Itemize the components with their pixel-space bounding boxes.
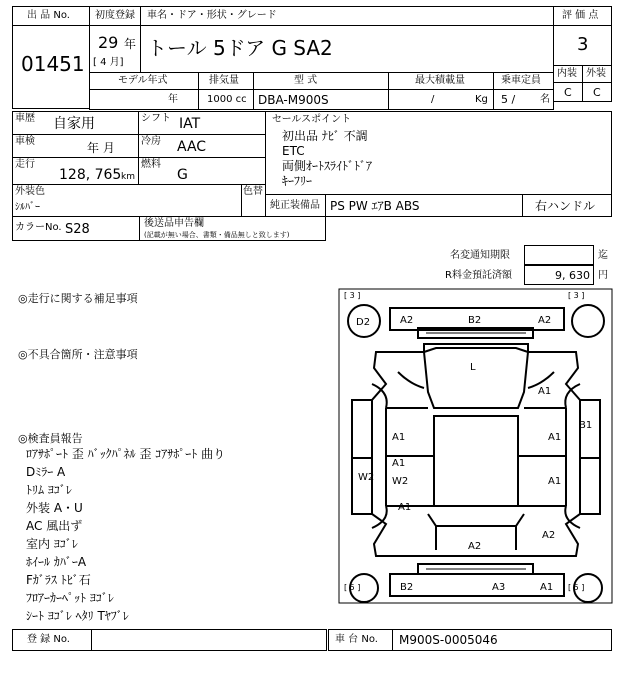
documents-label: 後送品申告欄 bbox=[144, 218, 204, 229]
sales-points-label: セールスポイント bbox=[272, 114, 352, 125]
mark-d2-mirror: D2 bbox=[356, 317, 371, 328]
lot-label-cell bbox=[12, 6, 90, 26]
color-change-label: 色替 bbox=[243, 186, 263, 197]
mark-a1-right-fender: A1 bbox=[538, 386, 552, 397]
capacity-value: 5 / bbox=[501, 93, 516, 106]
mark-a2-back-door: A2 bbox=[468, 541, 482, 552]
sales-point-4: ｷｰﾌﾘｰ bbox=[282, 174, 313, 188]
recycle-field bbox=[524, 265, 594, 285]
inspector-line-6: 室内 ﾖｺﾞﾚ bbox=[26, 537, 78, 551]
lot-number: 01451 bbox=[21, 52, 85, 76]
genuine-equip-label: 純正装備品 bbox=[270, 200, 320, 211]
score-label-cell bbox=[553, 6, 612, 26]
max-load-label: 最大積載量 bbox=[415, 75, 465, 86]
mark-w2-left-door: W2 bbox=[392, 476, 409, 487]
inspector-line-7: ﾎｲｰﾙ ｶﾊﾞｰA bbox=[26, 555, 87, 569]
steering-value: 右ハンドル bbox=[535, 199, 596, 213]
inspector-line-3: ﾄﾘﾑ ﾖｺﾞﾚ bbox=[26, 483, 72, 497]
first-reg-cell bbox=[89, 25, 141, 73]
reg-no-label-cell bbox=[12, 629, 92, 651]
max-load-label-cell bbox=[388, 72, 494, 90]
recycle-label: R料金預託済額 bbox=[445, 270, 512, 281]
history-cell bbox=[12, 111, 139, 135]
exterior-label: 外装 bbox=[586, 68, 606, 79]
interior-grade-cell bbox=[553, 82, 583, 102]
mileage-cell bbox=[12, 157, 139, 185]
name-change-field bbox=[524, 245, 594, 265]
capacity-label: 乗車定員 bbox=[501, 75, 541, 86]
name-label-cell bbox=[140, 6, 554, 26]
exterior-grade: C bbox=[593, 86, 601, 99]
mark-b1-right-side: B1 bbox=[579, 420, 593, 431]
reg-month: [ 4 月] bbox=[93, 57, 124, 68]
color-change-cell bbox=[241, 184, 266, 217]
capacity-unit: 名 bbox=[540, 94, 550, 105]
type-value: DBA-M900S bbox=[258, 93, 329, 107]
history-label: 車歴 bbox=[15, 113, 35, 124]
documents-cell bbox=[139, 216, 326, 241]
ac-value: AAC bbox=[177, 139, 207, 155]
chassis-cell bbox=[392, 629, 612, 651]
mark-l-windshield: L bbox=[470, 362, 476, 373]
score-value: 3 bbox=[577, 34, 589, 55]
tag-bottom-right: [ 5 ] bbox=[568, 583, 585, 592]
driving-notes-title: ◎走行に関する補足事項 bbox=[18, 292, 138, 305]
exterior-label-cell bbox=[582, 65, 612, 83]
color-no-label: カラーNo. bbox=[15, 222, 62, 233]
steering-cell bbox=[522, 194, 612, 217]
sales-points-cell bbox=[265, 111, 612, 195]
lot-number-cell bbox=[12, 25, 90, 109]
displacement-cell bbox=[198, 89, 254, 110]
sales-point-1: 初出品 ﾅﾋﾞ 不調 bbox=[282, 129, 368, 143]
mark-b2-rear-bumper: B2 bbox=[400, 582, 414, 593]
max-load-cell bbox=[388, 89, 494, 110]
recycle-unit: 円 bbox=[598, 270, 608, 281]
documents-note: (記載が無い場合、書類・備品無しと致します) bbox=[144, 231, 290, 239]
chassis-label-cell bbox=[328, 629, 393, 651]
genuine-equip-label-cell bbox=[265, 194, 326, 217]
first-reg-label: 初度登録 bbox=[95, 10, 135, 21]
mileage-label: 走行 bbox=[15, 159, 35, 170]
mark-a2-front-right: A2 bbox=[538, 315, 552, 326]
inspection-label: 車検 bbox=[15, 136, 35, 147]
mark-a2-rear-right: A2 bbox=[542, 530, 556, 541]
inspector-title: ◎検査員報告 bbox=[18, 432, 83, 445]
displacement-label: 排気量 bbox=[209, 75, 239, 86]
shift-cell bbox=[138, 111, 266, 135]
recycle-value: 9, 630 bbox=[555, 269, 590, 282]
mileage-unit: km bbox=[121, 172, 135, 182]
mileage-value: 128, 765 bbox=[59, 167, 122, 183]
tag-top-left: [ 3 ] bbox=[344, 291, 361, 300]
name-label: 車名・ドア・形状・グレード bbox=[147, 10, 277, 21]
car-name-cell bbox=[140, 25, 554, 73]
reg-year-unit: 年 bbox=[124, 37, 137, 51]
mark-b2-front-bumper: B2 bbox=[468, 315, 482, 326]
first-reg-label-cell bbox=[89, 6, 141, 26]
type-label: 型 式 bbox=[294, 75, 318, 86]
capacity-label-cell bbox=[493, 72, 554, 90]
mark-w2-left-rear: A1 bbox=[398, 502, 412, 513]
defects-title: ◎不具合箇所・注意事項 bbox=[18, 348, 138, 361]
inspector-line-8: Fｶﾞﾗｽ ﾄﾋﾞ石 bbox=[26, 573, 91, 587]
exterior-grade-cell bbox=[582, 82, 612, 102]
fuel-value: G bbox=[177, 167, 188, 183]
mark-a1-right-front-door: A1 bbox=[548, 432, 562, 443]
fuel-label: 燃料 bbox=[141, 159, 161, 170]
ext-color-value: ｼﾙﾊﾞｰ bbox=[15, 202, 40, 213]
tag-bottom-left: [ 5 ] bbox=[344, 583, 361, 592]
color-no-cell bbox=[12, 216, 140, 241]
fuel-cell bbox=[138, 157, 266, 185]
inspector-line-1: ﾛｱｻﾎﾟｰﾄ 歪 ﾊﾞｯｸﾊﾟﾈﾙ 歪 ｺｱｻﾎﾟｰﾄ 曲り bbox=[26, 447, 226, 461]
damage-diagram bbox=[338, 288, 613, 604]
ac-cell bbox=[138, 134, 266, 158]
mark-a1-left-door: A1 bbox=[392, 458, 406, 469]
ac-label: 冷房 bbox=[141, 136, 161, 147]
inspection-value: 年 月 bbox=[87, 141, 115, 155]
tag-top-right: [ 3 ] bbox=[568, 291, 585, 300]
car-name: トール 5ドア G SA2 bbox=[147, 36, 333, 60]
sales-point-3: 両側ｵｰﾄｽﾗｲﾄﾞﾄﾞｱ bbox=[282, 159, 373, 173]
genuine-equip-value: PS PW ｴｱB ABS bbox=[330, 199, 420, 213]
interior-grade: C bbox=[564, 86, 572, 99]
mark-a1-left-front-door: A1 bbox=[392, 432, 406, 443]
ext-color-label: 外装色 bbox=[15, 186, 45, 197]
score-cell bbox=[553, 25, 612, 66]
mark-a1-rear-right: A1 bbox=[540, 582, 554, 593]
max-load-slash: / bbox=[431, 94, 435, 105]
inspection-cell bbox=[12, 134, 139, 158]
mark-a3-rear-bumper: A3 bbox=[492, 582, 506, 593]
model-year-cell bbox=[89, 89, 199, 110]
displacement-label-cell bbox=[198, 72, 254, 90]
chassis-value: M900S-0005046 bbox=[399, 633, 498, 647]
chassis-label: 車 台 No. bbox=[335, 634, 378, 645]
name-change-label: 名変通知期限 bbox=[450, 250, 510, 261]
inspector-line-9: ﾌﾛｱｰｶｰﾍﾟｯﾄ ﾖｺﾞﾚ bbox=[26, 591, 114, 605]
sales-point-2: ETC bbox=[282, 144, 305, 158]
mark-a1-right-rear-door: A1 bbox=[548, 476, 562, 487]
reg-no-label: 登 録 No. bbox=[27, 634, 70, 645]
score-label: 評 価 点 bbox=[562, 10, 599, 21]
interior-label-cell bbox=[553, 65, 583, 83]
reg-no-cell bbox=[91, 629, 327, 651]
color-no-value: S28 bbox=[65, 222, 90, 237]
max-load-unit: Kg bbox=[475, 94, 488, 105]
type-label-cell bbox=[253, 72, 389, 90]
shift-value: IAT bbox=[179, 116, 201, 132]
mark-w2-left-side: W2 bbox=[358, 472, 375, 483]
capacity-cell bbox=[493, 89, 554, 110]
ext-color-cell bbox=[12, 184, 242, 217]
type-cell bbox=[253, 89, 389, 110]
genuine-equip-cell bbox=[325, 194, 523, 217]
model-year-label-cell bbox=[89, 72, 199, 90]
model-year-label: モデル年式 bbox=[118, 75, 168, 86]
name-change-unit: 迄 bbox=[598, 250, 608, 261]
shift-label: シフト bbox=[141, 113, 171, 124]
inspector-line-4: 外装 A・U bbox=[26, 501, 83, 515]
reg-year: 29 bbox=[98, 33, 119, 52]
model-year-unit: 年 bbox=[168, 94, 178, 105]
interior-label: 内装 bbox=[557, 68, 577, 79]
history-value: 自家用 bbox=[53, 116, 95, 132]
inspector-line-2: Dﾐﾗｰ A bbox=[26, 465, 66, 479]
displacement-value: 1000 cc bbox=[207, 94, 247, 105]
inspector-line-10: ｼｰﾄ ﾖｺﾞﾚ ﾍﾀﾘ Tﾔﾌﾞﾚ bbox=[26, 609, 129, 623]
mark-a2-front-left: A2 bbox=[400, 315, 414, 326]
inspector-line-5: AC 風出ず bbox=[26, 519, 83, 533]
lot-label: 出 品 No. bbox=[27, 10, 70, 21]
